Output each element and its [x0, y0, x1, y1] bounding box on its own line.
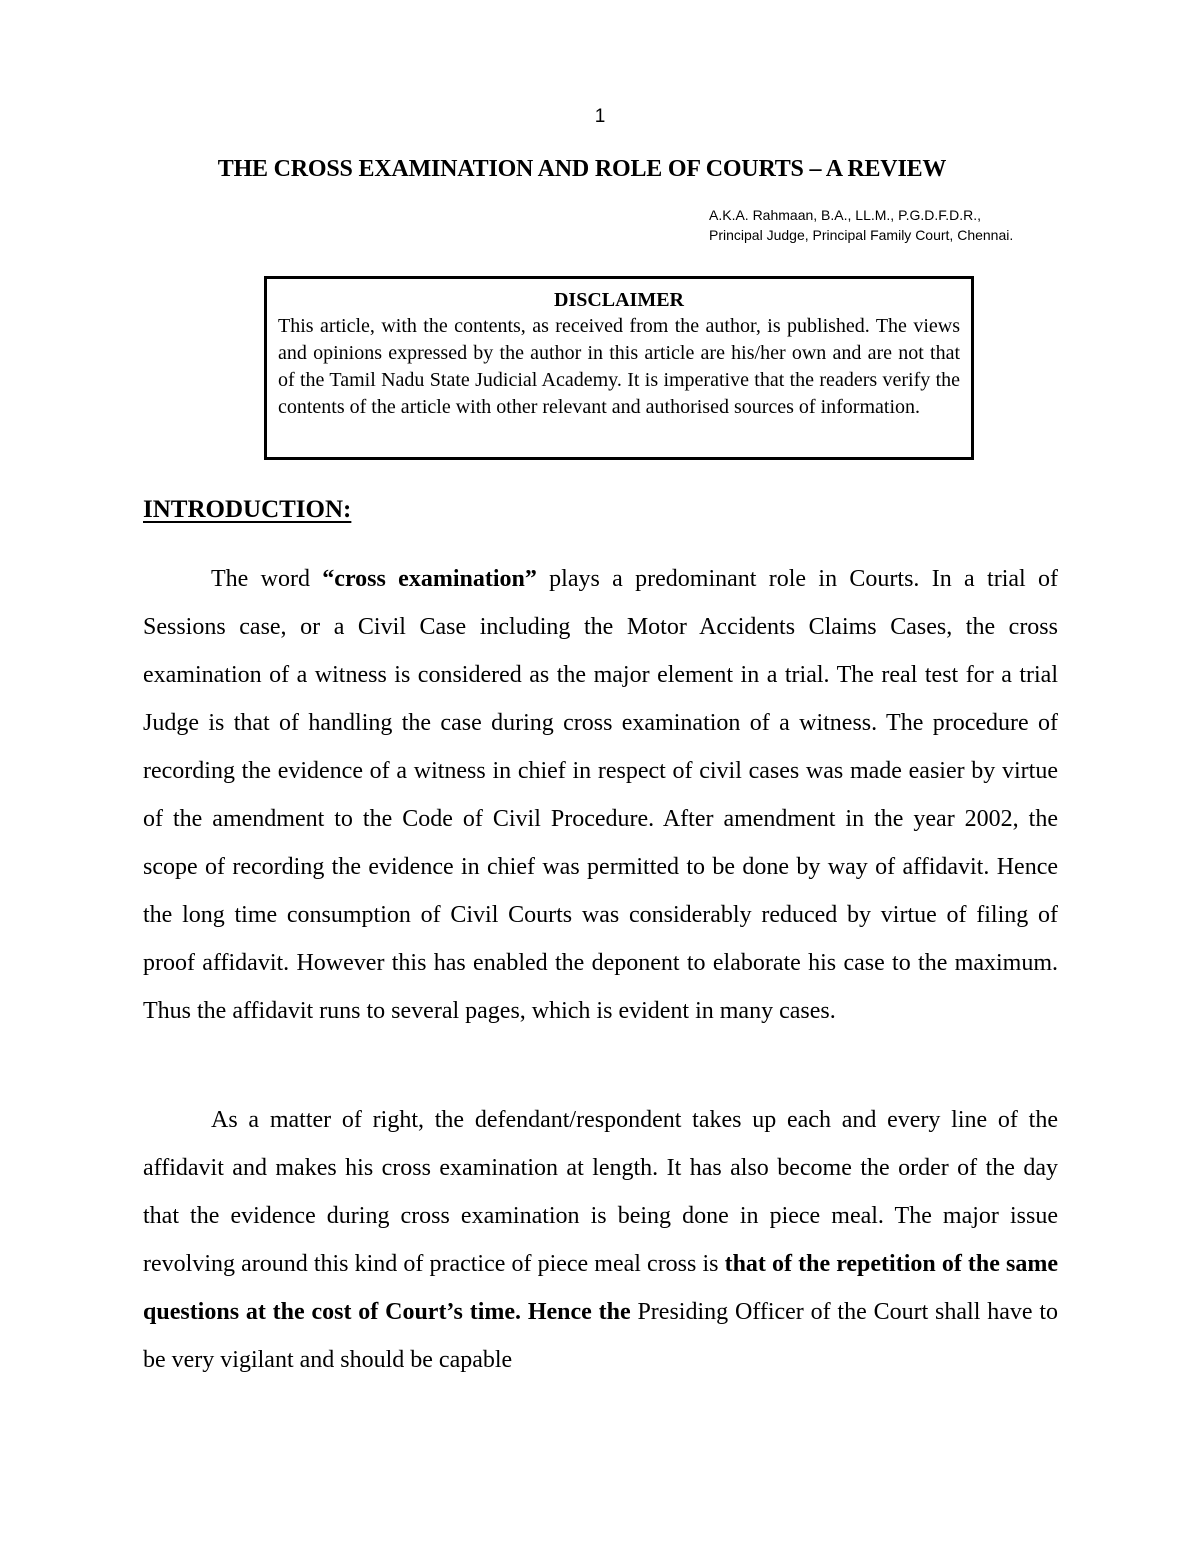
introduction-paragraph-1 [143, 555, 1058, 1035]
author-info [709, 205, 1013, 245]
disclaimer-box [264, 276, 974, 460]
paragraph-text: Presiding Officer of the Court shall have to be very vigilant and should be capable [143, 1299, 1059, 1373]
author-name-line: A.K.A. Rahmaan, B.A., LL.M., P.G.D.F.D.R., [709, 207, 982, 223]
document-title: THE CROSS EXAMINATION AND ROLE OF COURTS – A REVIEW [217, 156, 947, 182]
page-number: 1 [594, 106, 606, 127]
introduction-paragraph-2 [143, 1096, 1058, 1384]
disclaimer-heading: DISCLAIMER [553, 289, 685, 311]
emphasis-text: that of the repetition of the same questions at the cost of Court’s time. Hence the [143, 1251, 1058, 1325]
author-position-line: Principal Judge, Principal Family Court, Chennai. [709, 227, 1014, 243]
emphasis-term: “cross examination” [322, 566, 537, 592]
disclaimer-text: This article, with the contents, as received from the author, is published. The views and opinions expressed by the author in this article are his/her own and are not that of the Tamil Nadu State Judicial Academy. It is imperative that the readers verify the contents of the article with other relevant and authorised sources of information. [278, 315, 960, 418]
paragraph-text: The word [211, 566, 323, 592]
section-heading-introduction: INTRODUCTION: [143, 496, 352, 523]
paragraph-text: plays a predominant role in Courts. In a trial of Sessions case, or a Civil Case including the Motor Accidents Claims Cases, the cross examination of a witness is considered as the major element in a trial. The real test for a trial Judge is that of handling the case during cross examination of a witness. The procedure of recording the evidence of a witness in chief in respect of civil cases was made easier by virtue of the amendment to the Code of Civil Procedure. After amendment in the year 2002, the scope of recording the evidence in chief was permitted to be done by way of affidavit. Hence the long time consumption of Civil Courts was considerably reduced by virtue of filing of proof affidavit. However this has enabled the deponent to elaborate his case to the maximum. Thus the affidavit runs to several pages, which is evident in many cases. [143, 566, 1058, 1024]
paragraph-text: As a matter of right, the defendant/respondent takes up each and every line of the affidavit and makes his cross examination at length. It has also become the order of the day that the evidence during cross examination is being done in piece meal. The major issue revolving around this kind of practice of piece meal cross is [143, 1107, 1058, 1277]
